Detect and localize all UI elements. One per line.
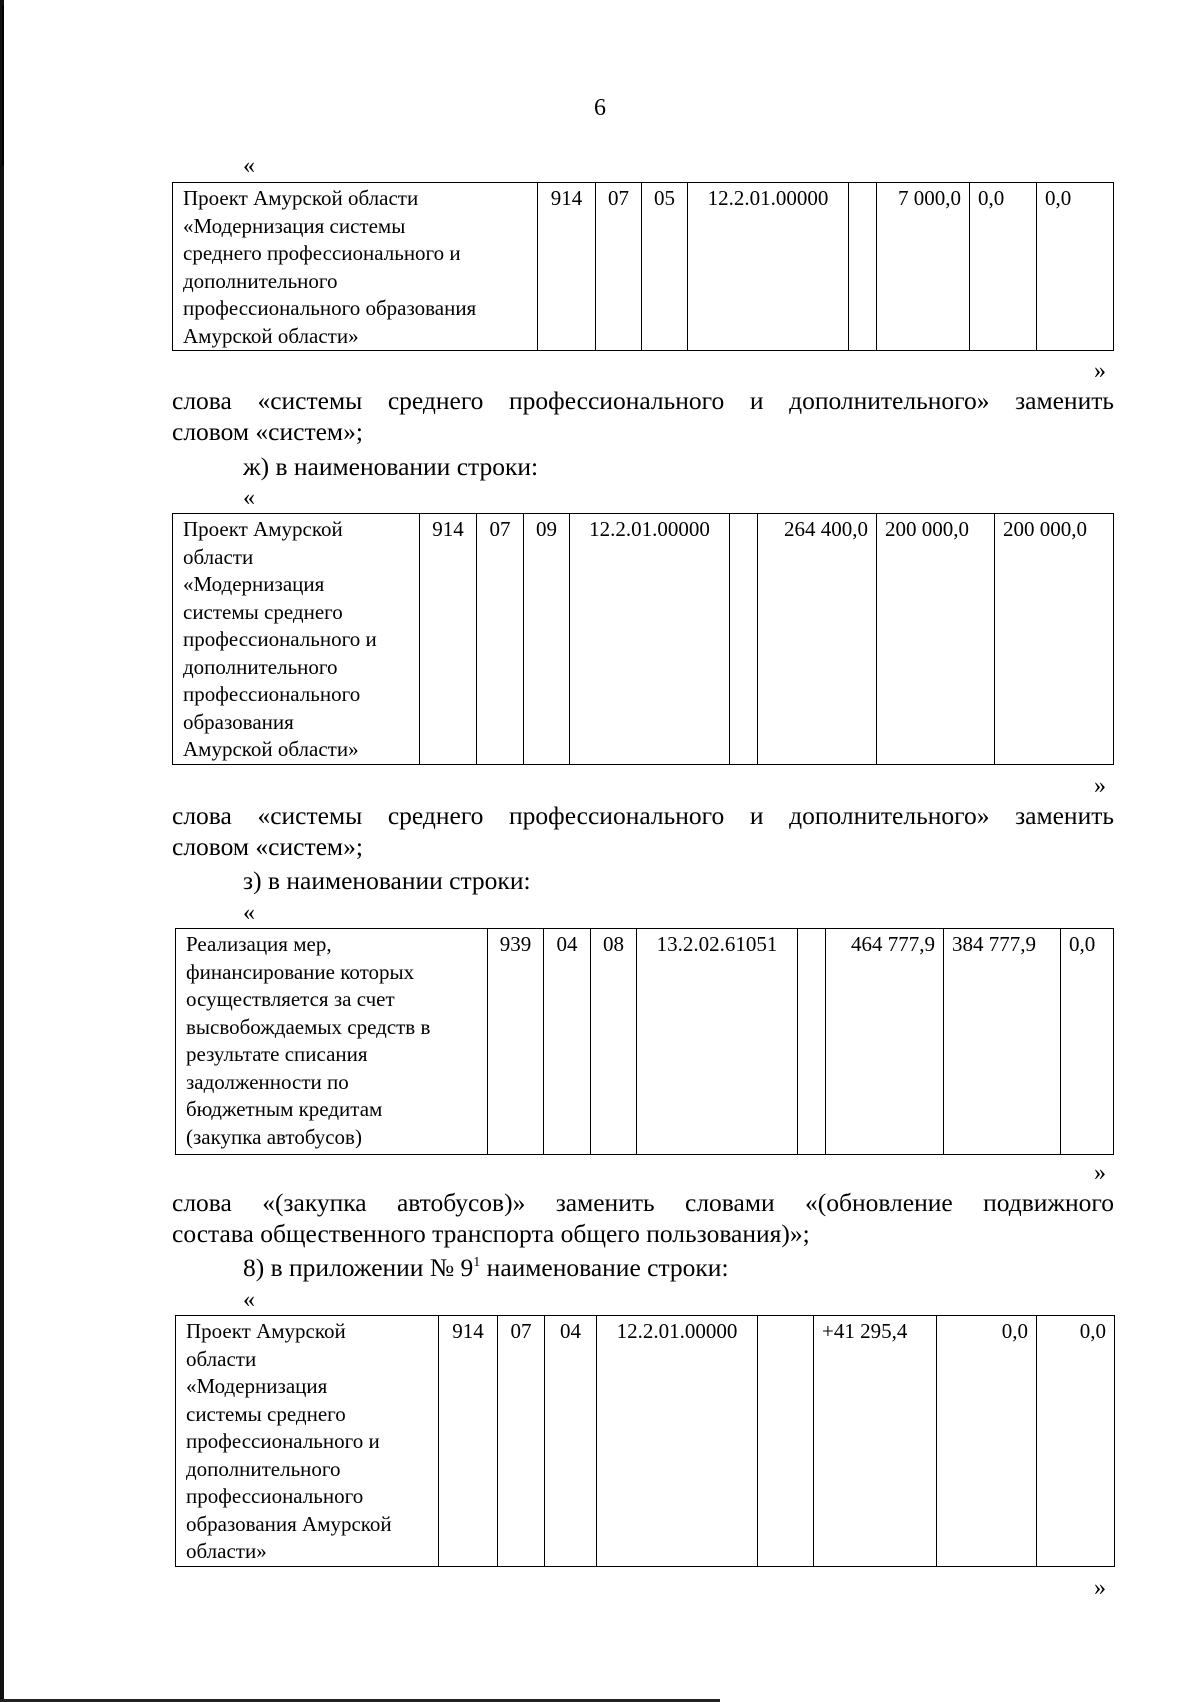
quote-open-4: « bbox=[243, 1287, 255, 1313]
sum1-cell: +41 295,4 bbox=[814, 1316, 937, 1567]
rz-cell: 07 bbox=[477, 514, 524, 765]
sum2-cell: 384 777,9 bbox=[944, 929, 1061, 1155]
quote-open-3: « bbox=[243, 900, 255, 926]
quote-close-1: » bbox=[1094, 358, 1106, 384]
sum3-cell: 0,0 bbox=[1061, 929, 1114, 1155]
paragraph-2 bbox=[172, 800, 1114, 862]
name-line: профессионального образования bbox=[183, 296, 477, 320]
name-line: Амурской области» bbox=[183, 323, 359, 348]
name-line: профессионального bbox=[186, 1484, 364, 1508]
pr-cell: 09 bbox=[524, 514, 570, 765]
row-name-cell bbox=[176, 1316, 439, 1567]
item-8 bbox=[243, 1252, 729, 1283]
table-row bbox=[173, 183, 1114, 351]
paragraph-line: слова «(закупка автобусов)» заменить словами «(обновление подвижного bbox=[172, 1188, 1114, 1217]
name-line: системы среднего bbox=[186, 1401, 346, 1426]
csr-cell: 12.2.01.00000 bbox=[688, 183, 849, 351]
vr-cell bbox=[849, 183, 877, 351]
vr-cell bbox=[730, 514, 758, 765]
pr-cell: 08 bbox=[591, 929, 637, 1155]
paragraph-line: слова «системы среднего профессионального и дополнительного» заменить bbox=[172, 801, 1114, 830]
table-row bbox=[176, 929, 1114, 1155]
name-line: образования bbox=[183, 709, 294, 734]
grbs-cell: 914 bbox=[439, 1316, 498, 1567]
quote-close-3: » bbox=[1094, 1160, 1106, 1186]
name-line: дополнительного bbox=[186, 1456, 341, 1481]
quote-open-1: « bbox=[243, 153, 255, 179]
item-zh: ж) в наименовании строки: bbox=[243, 452, 539, 481]
paragraph-1 bbox=[172, 385, 1114, 447]
name-line: результате списания bbox=[186, 1042, 368, 1066]
sum1-cell: 264 400,0 bbox=[758, 514, 877, 765]
sum3-cell: 0,0 bbox=[1037, 183, 1114, 351]
name-line: Проект Амурской bbox=[183, 517, 343, 541]
name-line: «Модернизация bbox=[186, 1374, 328, 1398]
scan-edge-left bbox=[0, 0, 4, 1702]
name-line: области bbox=[183, 544, 254, 569]
item-8-text-after: наименование строки: bbox=[480, 1253, 729, 1282]
row-name-cell bbox=[173, 183, 538, 351]
name-line: Проект Амурской области bbox=[183, 186, 419, 210]
item-8-text: 8) в приложении № 9 bbox=[243, 1253, 474, 1282]
row-name-cell bbox=[173, 514, 420, 765]
name-line: среднего профессионального и bbox=[183, 241, 461, 265]
name-line: осуществляется за счет bbox=[186, 987, 395, 1011]
scan-edge-left-shadow bbox=[2, 5, 4, 165]
sum2-cell: 200 000,0 bbox=[877, 514, 995, 765]
quote-close-4: » bbox=[1094, 1575, 1106, 1601]
sum3-cell: 0,0 bbox=[1037, 1316, 1115, 1567]
paragraph-line: слова «системы среднего профессионального и дополнительного» заменить bbox=[172, 386, 1114, 415]
name-line: бюджетным кредитам bbox=[186, 1097, 383, 1121]
table-row bbox=[173, 514, 1114, 765]
name-line: задолженности по bbox=[186, 1069, 349, 1094]
name-line: системы среднего bbox=[183, 599, 343, 624]
csr-cell: 12.2.01.00000 bbox=[570, 514, 730, 765]
csr-cell: 13.2.02.61051 bbox=[637, 929, 798, 1155]
sum3-cell: 200 000,0 bbox=[995, 514, 1114, 765]
name-line: профессионального и bbox=[186, 1429, 380, 1453]
paragraph-line: словом «систем»; bbox=[172, 832, 363, 861]
rz-cell: 07 bbox=[596, 183, 642, 351]
name-line: области» bbox=[186, 1539, 267, 1563]
pr-cell: 05 bbox=[642, 183, 688, 351]
sum1-cell: 7 000,0 bbox=[877, 183, 970, 351]
paragraph-line: состава общественного транспорта общего пользования)»; bbox=[172, 1219, 810, 1248]
rz-cell: 07 bbox=[498, 1316, 545, 1567]
sum2-cell: 0,0 bbox=[937, 1316, 1037, 1567]
budget-table-1 bbox=[172, 182, 1114, 351]
name-line: дополнительного bbox=[183, 654, 338, 679]
vr-cell bbox=[798, 929, 826, 1155]
paragraph-3 bbox=[172, 1187, 1114, 1249]
csr-cell: 12.2.01.00000 bbox=[597, 1316, 758, 1567]
name-line: области bbox=[186, 1346, 257, 1371]
quote-close-2: » bbox=[1094, 773, 1106, 799]
name-line: Проект Амурской bbox=[186, 1319, 346, 1343]
page-number: 6 bbox=[594, 95, 606, 121]
name-line: «Модернизация bbox=[183, 572, 325, 596]
item-z: з) в наименовании строки: bbox=[243, 866, 531, 895]
name-line: профессионального и bbox=[183, 627, 377, 651]
grbs-cell: 914 bbox=[420, 514, 477, 765]
quote-open-2: « bbox=[243, 485, 255, 511]
sum1-cell: 464 777,9 bbox=[826, 929, 944, 1155]
paragraph-line: словом «систем»; bbox=[172, 417, 363, 446]
name-line: (закупка автобусов) bbox=[186, 1124, 362, 1149]
name-line: профессионального bbox=[183, 682, 361, 706]
name-line: высвобождаемых средств в bbox=[186, 1014, 431, 1039]
budget-table-2 bbox=[172, 513, 1114, 765]
budget-table-4 bbox=[175, 1315, 1115, 1567]
table-row bbox=[176, 1316, 1115, 1567]
row-name-cell bbox=[176, 929, 488, 1155]
name-line: Амурской области» bbox=[183, 737, 359, 761]
grbs-cell: 939 bbox=[488, 929, 544, 1155]
pr-cell: 04 bbox=[545, 1316, 597, 1567]
name-line: «Модернизация системы bbox=[183, 213, 406, 238]
grbs-cell: 914 bbox=[538, 183, 596, 351]
rz-cell: 04 bbox=[544, 929, 591, 1155]
budget-table-3 bbox=[175, 928, 1114, 1155]
name-line: финансирование которых bbox=[186, 959, 415, 984]
name-line: дополнительного bbox=[183, 268, 338, 293]
name-line: Реализация мер, bbox=[186, 932, 332, 956]
sum2-cell: 0,0 bbox=[970, 183, 1037, 351]
item-8-superscript: 1 bbox=[473, 1255, 481, 1270]
name-line: образования Амурской bbox=[186, 1511, 392, 1536]
vr-cell bbox=[758, 1316, 814, 1567]
